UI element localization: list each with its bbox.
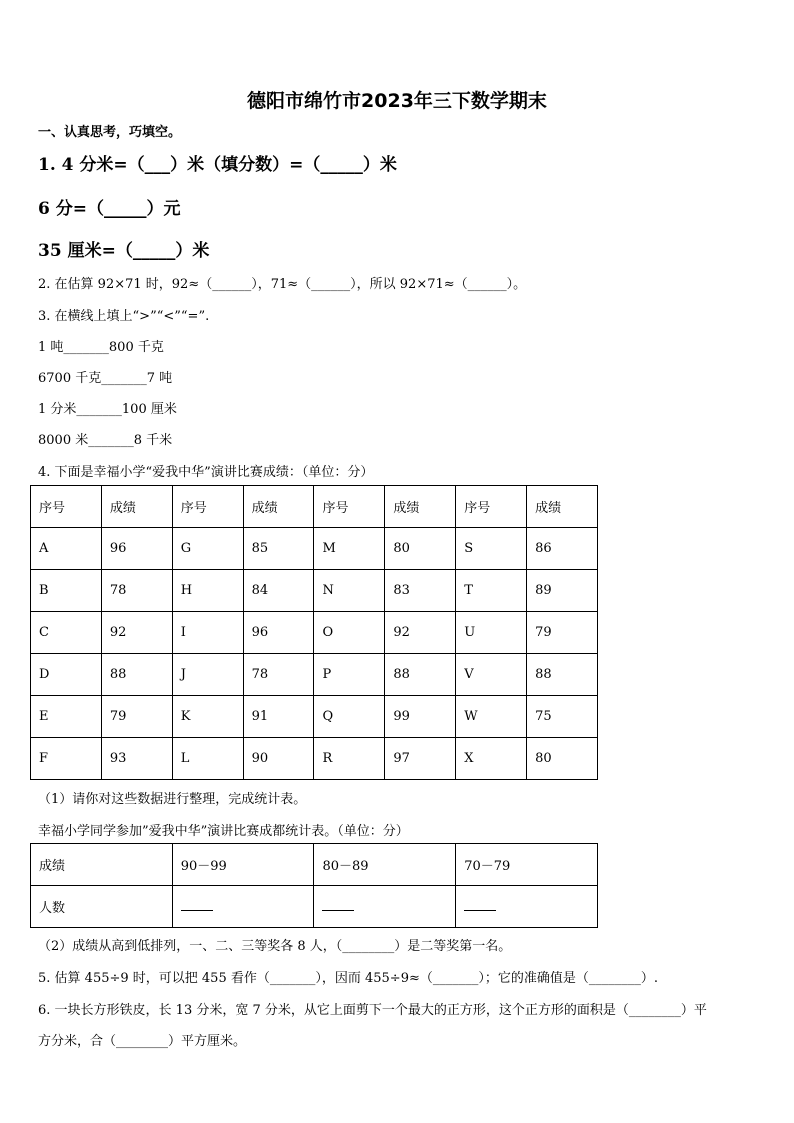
table-cell: X xyxy=(456,738,527,780)
table-cell: 84 xyxy=(243,570,314,612)
table-cell: W xyxy=(456,696,527,738)
table-cell: 96 xyxy=(243,612,314,654)
header-cell: 成绩 xyxy=(385,486,456,528)
question-1-line-3: 35 厘米=（_____）米 xyxy=(38,241,210,261)
table-cell: D xyxy=(31,654,102,696)
table-cell: 80 xyxy=(527,738,598,780)
answer-blank[interactable] xyxy=(322,898,354,911)
table-cell: 93 xyxy=(101,738,172,780)
table-cell: 99 xyxy=(385,696,456,738)
table-cell: A xyxy=(31,528,102,570)
table-cell: 90 xyxy=(243,738,314,780)
table-cell: T xyxy=(456,570,527,612)
row-label: 人数 xyxy=(31,886,173,928)
table-cell: 78 xyxy=(101,570,172,612)
stats-table xyxy=(30,843,598,928)
question-2: 2. 在估算 92×71 时，92≈（______），71≈（______），所以 92×71≈（______）。 xyxy=(38,277,527,292)
header-cell: 序号 xyxy=(31,486,102,528)
table-cell: 83 xyxy=(385,570,456,612)
section-heading: 一、认真思考，巧填空。 xyxy=(38,125,182,140)
table-cell: 85 xyxy=(243,528,314,570)
question-3-item: 8000 米_______8 千米 xyxy=(38,433,173,448)
answer-cell[interactable] xyxy=(314,886,456,928)
table-row xyxy=(31,696,598,738)
table-cell: O xyxy=(314,612,385,654)
table-cell: 88 xyxy=(527,654,598,696)
question-3-item: 1 吨_______800 千克 xyxy=(38,340,164,355)
table-cell: N xyxy=(314,570,385,612)
table-cell: 91 xyxy=(243,696,314,738)
table-cell: Q xyxy=(314,696,385,738)
question-4-sub-2: （2）成绩从高到低排列，一、二、三等奖各 8 人，（________）是二等奖第一名。 xyxy=(38,939,512,954)
question-4-intro: 4. 下面是幸福小学“爱我中华”演讲比赛成绩：（单位：分） xyxy=(38,465,374,480)
header-cell: 成绩 xyxy=(243,486,314,528)
table-row xyxy=(31,570,598,612)
header-cell: 序号 xyxy=(314,486,385,528)
table-cell: 75 xyxy=(527,696,598,738)
question-3-item: 6700 千克_______7 吨 xyxy=(38,371,173,386)
table-row xyxy=(31,886,598,928)
table-row xyxy=(31,612,598,654)
stats-table-title: 幸福小学同学参加”爱我中华”演讲比赛成都统计表。（单位：分） xyxy=(38,824,409,839)
table-cell: 96 xyxy=(101,528,172,570)
header-cell: 成绩 xyxy=(31,844,173,886)
table-cell: G xyxy=(172,528,243,570)
table-header-row xyxy=(31,486,598,528)
table-cell: M xyxy=(314,528,385,570)
table-cell: F xyxy=(31,738,102,780)
table-cell: R xyxy=(314,738,385,780)
question-4-sub-1: （1）请你对这些数据进行整理，完成统计表。 xyxy=(38,792,307,807)
table-cell: 80 xyxy=(385,528,456,570)
table-row xyxy=(31,738,598,780)
header-cell: 90－99 xyxy=(172,844,314,886)
table-cell: E xyxy=(31,696,102,738)
table-cell: H xyxy=(172,570,243,612)
question-6-line-2: 方分米，合（________）平方厘米。 xyxy=(38,1034,247,1049)
answer-blank[interactable] xyxy=(181,898,213,911)
header-cell: 序号 xyxy=(456,486,527,528)
table-cell: 78 xyxy=(243,654,314,696)
answer-cell[interactable] xyxy=(456,886,598,928)
question-3-intro: 3. 在横线上填上“>”“<”“=”. xyxy=(38,309,210,324)
table-cell: L xyxy=(172,738,243,780)
header-cell: 成绩 xyxy=(101,486,172,528)
table-cell: K xyxy=(172,696,243,738)
answer-blank[interactable] xyxy=(464,898,496,911)
table-cell: B xyxy=(31,570,102,612)
table-cell: 97 xyxy=(385,738,456,780)
header-cell: 70－79 xyxy=(456,844,598,886)
table-cell: 86 xyxy=(527,528,598,570)
question-1-line-2: 6 分=（_____）元 xyxy=(38,199,181,219)
question-1-line-1: 1. 4 分米=（___）米（填分数）=（_____）米 xyxy=(38,155,397,175)
table-cell: S xyxy=(456,528,527,570)
page-title: 德阳市绵竹市2023年三下数学期末 xyxy=(247,90,547,112)
answer-cell[interactable] xyxy=(172,886,314,928)
table-cell: 92 xyxy=(101,612,172,654)
header-cell: 成绩 xyxy=(527,486,598,528)
question-5: 5. 估算 455÷9 时，可以把 455 看作（_______），因而 455÷9≈（_______）；它的准确值是（________）. xyxy=(38,971,658,986)
table-cell: I xyxy=(172,612,243,654)
table-cell: 89 xyxy=(527,570,598,612)
table-row xyxy=(31,528,598,570)
table-cell: 88 xyxy=(385,654,456,696)
score-table xyxy=(30,485,598,780)
table-cell: 92 xyxy=(385,612,456,654)
table-cell: 88 xyxy=(101,654,172,696)
question-3-item: 1 分米_______100 厘米 xyxy=(38,402,177,417)
table-cell: J xyxy=(172,654,243,696)
table-header-row xyxy=(31,844,598,886)
table-cell: 79 xyxy=(101,696,172,738)
header-cell: 序号 xyxy=(172,486,243,528)
table-cell: 79 xyxy=(527,612,598,654)
table-row xyxy=(31,654,598,696)
table-cell: V xyxy=(456,654,527,696)
table-cell: U xyxy=(456,612,527,654)
table-cell: C xyxy=(31,612,102,654)
question-6-line-1: 6. 一块长方形铁皮，长 13 分米，宽 7 分米，从它上面剪下一个最大的正方形，这个正方形的面积是（________）平 xyxy=(38,1003,707,1018)
header-cell: 80－89 xyxy=(314,844,456,886)
table-cell: P xyxy=(314,654,385,696)
